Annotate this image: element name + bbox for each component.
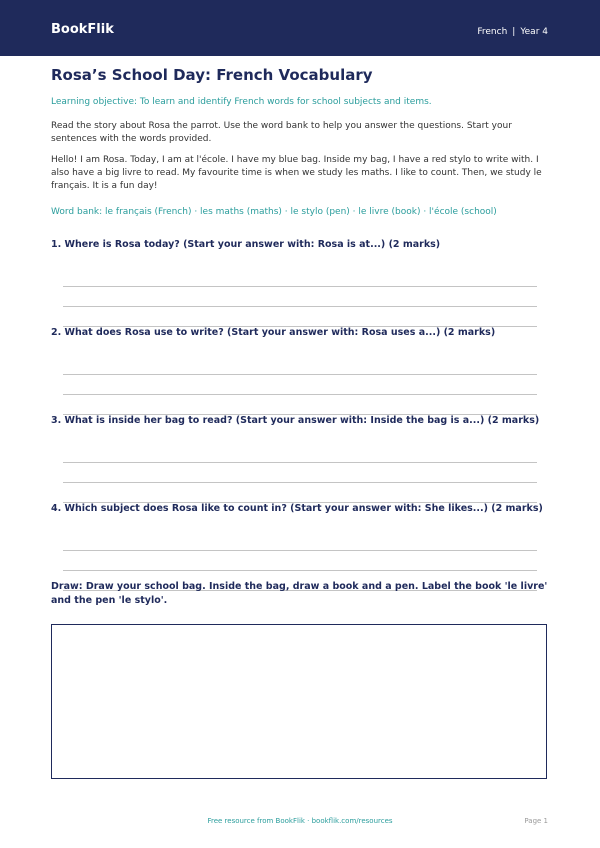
worksheet-title: Rosa’s School Day: French Vocabulary <box>51 66 373 84</box>
answer-line[interactable] <box>63 570 537 571</box>
question-2: 2. What does Rosa use to write? (Start your answer with: Rosa uses a...) (2 marks) <box>51 327 496 338</box>
answer-line[interactable] <box>63 374 537 375</box>
answer-line[interactable] <box>63 286 537 287</box>
answer-line[interactable] <box>63 482 537 483</box>
brand-logo: BookFlik <box>51 22 114 37</box>
page-number: Page 1 <box>524 817 548 825</box>
answer-line[interactable] <box>63 550 537 551</box>
answer-line[interactable] <box>63 394 537 395</box>
question-3: 3. What is inside her bag to read? (Start your answer with: Inside the bag is a...) (2 marks) <box>51 415 540 426</box>
page-header <box>0 0 600 56</box>
instructions-text: Read the story about Rosa the parrot. Use the word bank to help you answer the questions. Start your sentences with the words provided. <box>51 121 512 144</box>
subject-year-label <box>477 26 548 38</box>
draw-instructions: Draw: Draw your school bag. Inside the bag, draw a book and a pen. Label the book 'le livre' and the pen 'le stylo'. <box>51 581 548 606</box>
footer-credit: Free resource from BookFlik · bookflik.com/resources <box>207 817 393 825</box>
question-1: 1. Where is Rosa today? (Start your answer with: Rosa is at...) (2 marks) <box>51 239 441 250</box>
answer-line[interactable] <box>63 462 537 463</box>
year-label: Year 4 <box>520 27 548 37</box>
subject-label: French <box>477 27 508 37</box>
story-text: Hello! I am Rosa. Today, I am at l'école. I have my blue bag. Inside my bag, I have a red stylo to write with. I also have a big livre to read. My favourite time is when we study les maths. I like to count. Then, we study le français. It is a fun day! <box>51 155 542 191</box>
learning-objective: Learning objective: To learn and identify French words for school subjects and items. <box>51 97 432 107</box>
word-bank: Word bank: le français (French) · les maths (maths) · le stylo (pen) · le livre (book) · l'école (school) <box>51 207 497 217</box>
answer-line[interactable] <box>63 306 537 307</box>
meta-separator: | <box>512 27 516 37</box>
question-4: 4. Which subject does Rosa like to count in? (Start your answer with: She likes...) (2 marks) <box>51 503 543 514</box>
drawing-area[interactable] <box>51 624 547 779</box>
